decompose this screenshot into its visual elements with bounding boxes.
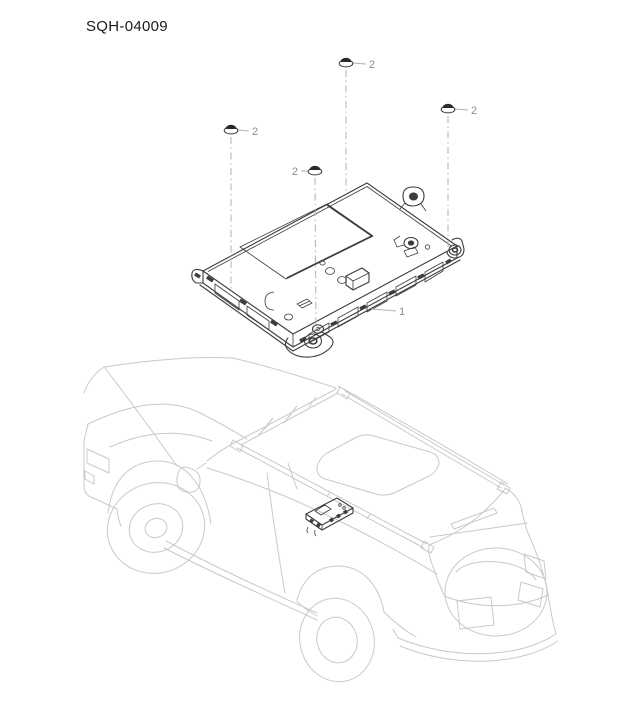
roof-rail-left <box>230 440 434 553</box>
diagram-code: SQH-04009 <box>86 18 168 35</box>
grille-slot <box>85 471 94 484</box>
callout-label-bolt-right: 2 <box>471 105 478 117</box>
bolt-fastener-left <box>224 125 238 134</box>
ecu-module-drawing <box>192 183 464 357</box>
callout-label-bolt-top: 2 <box>369 59 376 71</box>
callout-label-bolt-left: 2 <box>252 126 259 138</box>
bolt-fastener-right <box>441 104 455 113</box>
leader-lines <box>231 63 468 332</box>
headlight-outline <box>87 449 109 473</box>
front-wheel <box>95 461 216 586</box>
callout-label-module: 1 <box>399 306 406 318</box>
vehicle-outline-drawing <box>84 357 558 689</box>
module-location-marker <box>306 498 353 536</box>
sunroof-outline <box>317 435 439 495</box>
roof-rail-right <box>337 387 510 494</box>
bolt-fastener-top <box>339 58 353 67</box>
rear-wheel <box>291 566 384 690</box>
callout-label-bolt-center: 2 <box>291 166 298 178</box>
spare-tire <box>445 548 547 636</box>
bolt-fastener-center <box>308 166 322 175</box>
sensor-connector <box>394 236 430 257</box>
